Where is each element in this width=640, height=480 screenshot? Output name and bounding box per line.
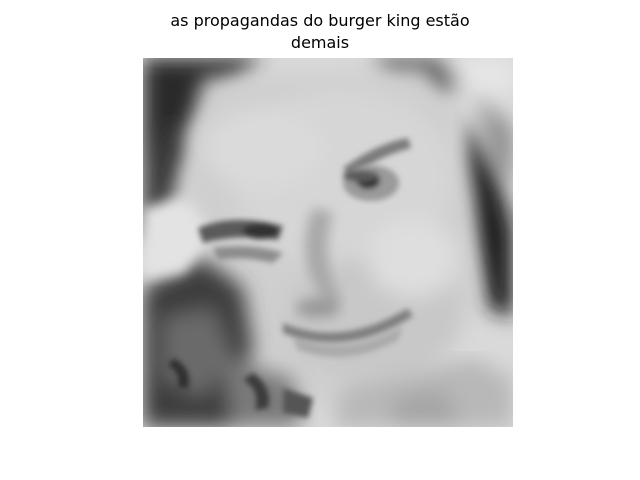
face-photo [143,58,513,427]
figure-title-line-2: demais [290,33,350,52]
figure-title-line-1: as propagandas do burger king estão [170,11,470,30]
grayscale-face-photo-icon [143,58,513,427]
figure-title [0,10,640,54]
